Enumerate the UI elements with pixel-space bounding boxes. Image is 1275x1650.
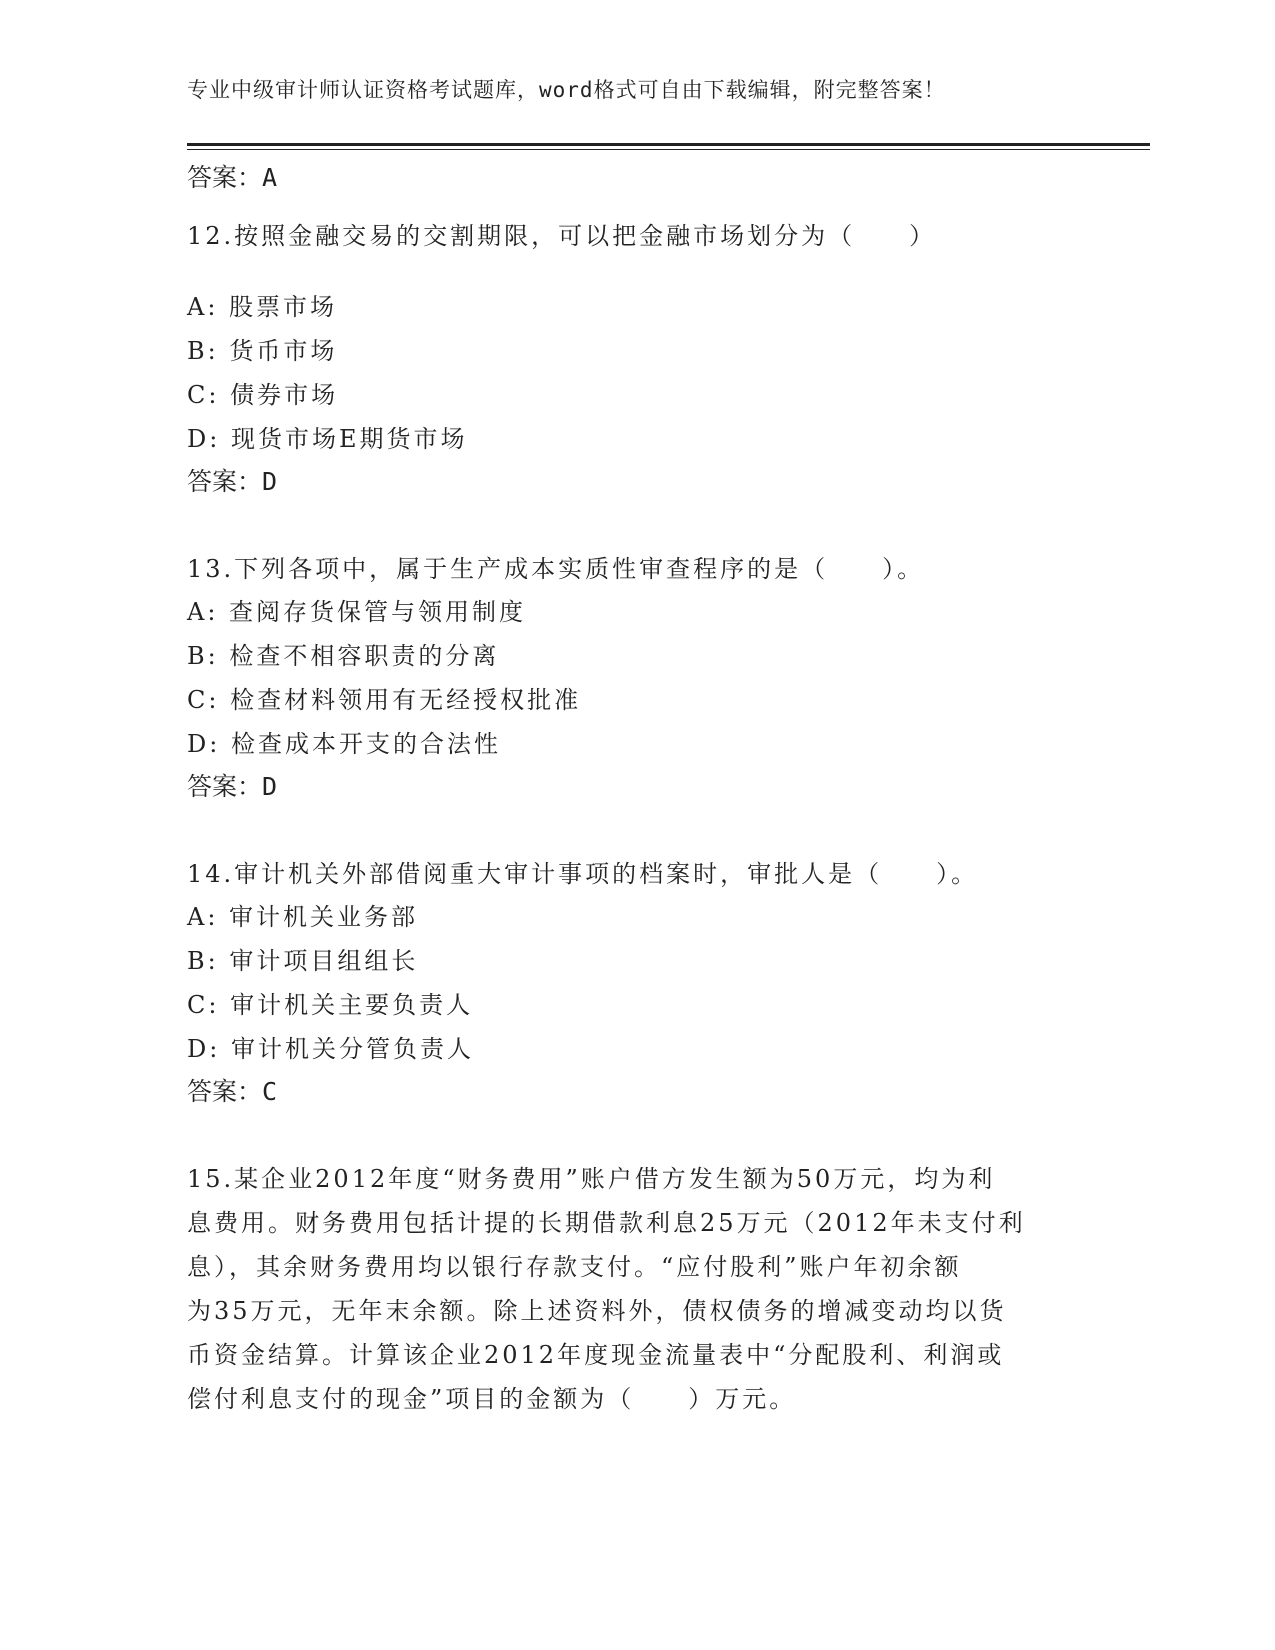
answer-line [187,1072,277,1108]
answer-label: 答案： [187,1077,263,1106]
option-c: C: 债券市场 [187,381,339,409]
question-stem-line: 为35万元，无年末余额。除上述资料外，债权债务的增减变动均以货 [187,1297,1007,1325]
question-stem-line: 偿付利息支付的现金”项目的金额为（ ）万元。 [187,1385,797,1413]
option-d: D: 检查成本开支的合法性 [187,730,501,758]
question-stem: 12.按照金融交易的交割期限，可以把金融市场划分为（ ） [187,222,937,250]
option-c: C: 审计机关主要负责人 [187,991,474,1019]
answer-line [187,158,277,194]
question-stem-line: 15.某企业2012年度“财务费用”账户借方发生额为50万元，均为利 [187,1165,996,1193]
option-b: B: 审计项目组组长 [187,947,419,975]
answer-label: 答案： [187,163,263,192]
option-a: A: 审计机关业务部 [187,903,419,931]
question-stem-line: 币资金结算。计算该企业2012年度现金流量表中“分配股利、利润或 [187,1341,1005,1369]
option-a: A: 查阅存货保管与领用制度 [187,598,527,626]
question-stem-line: 息），其余财务费用均以银行存款支付。“应付股利”账户年初余额 [187,1253,962,1281]
option-d: D: 现货市场E期货市场 [187,425,468,453]
header-rule-thick [187,143,1150,146]
answer-value: D [262,467,278,496]
option-b: B: 检查不相容职责的分离 [187,642,500,670]
question-stem: 13.下列各项中，属于生产成本实质性审查程序的是（ ）。 [187,555,925,583]
answer-value: A [262,163,278,192]
header-rule-thin [187,149,1150,150]
answer-value: D [262,772,278,801]
answer-value: C [262,1077,278,1106]
option-c: C: 检查材料领用有无经授权批准 [187,686,582,714]
answer-line [187,767,277,803]
answer-label: 答案： [187,772,263,801]
question-stem: 14.审计机关外部借阅重大审计事项的档案时，审批人是（ ）。 [187,860,979,888]
question-stem-line: 息费用。财务费用包括计提的长期借款利息25万元（2012年未支付利 [187,1209,1026,1237]
answer-label: 答案： [187,467,263,496]
option-d: D: 审计机关分管负责人 [187,1035,474,1063]
answer-line [187,462,277,498]
option-a: A: 股票市场 [187,293,338,321]
page-header: 专业中级审计师认证资格考试题库，word格式可自由下载编辑，附完整答案！ [187,78,946,102]
option-b: B: 货币市场 [187,337,338,365]
